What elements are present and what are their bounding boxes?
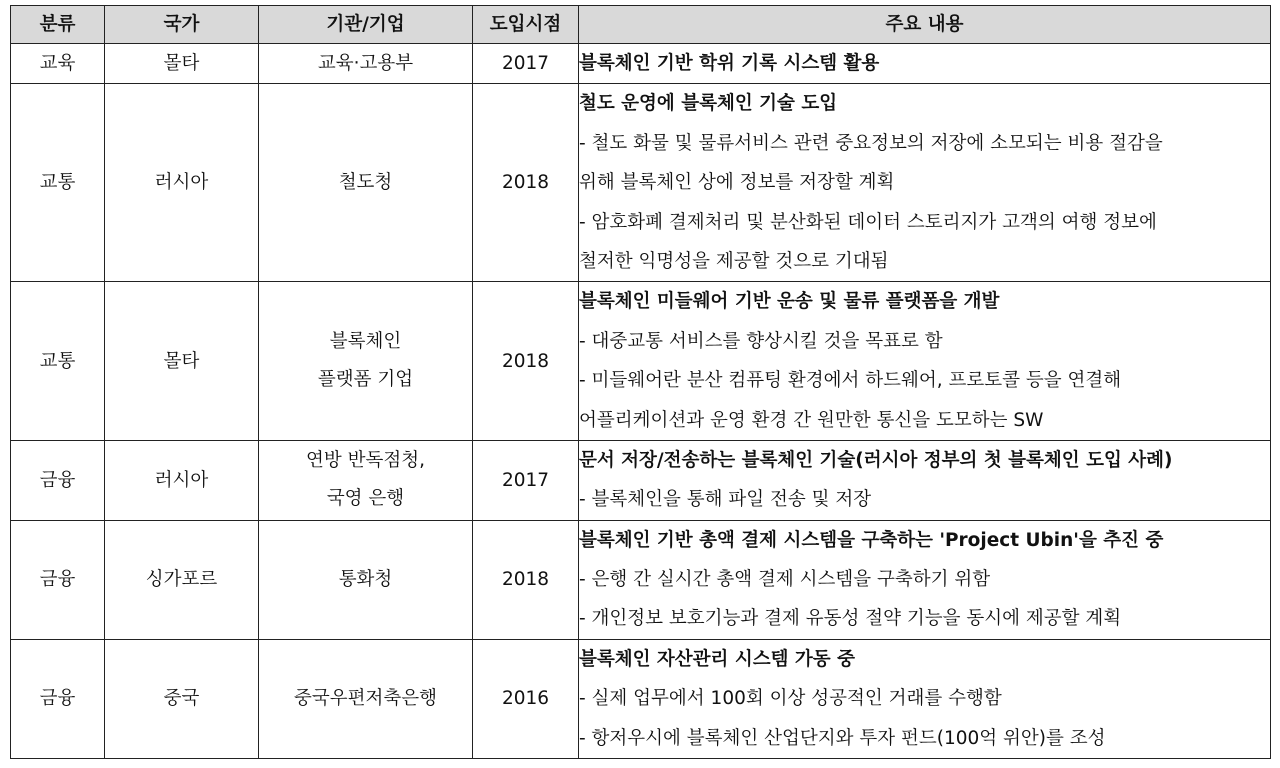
organization-line: 국영 은행: [326, 488, 405, 510]
country-cell: 몰타: [105, 44, 259, 84]
content-line: - 실제 업무에서 100회 이상 성공적인 거래를 수행함: [579, 688, 1002, 710]
table-row: [11, 520, 1271, 639]
table-row: [11, 84, 1271, 282]
year-cell: 2018: [473, 84, 579, 282]
header-organization: 기관/기업: [259, 6, 473, 44]
organization-line: 교육·고용부: [317, 53, 414, 75]
year-cell: 2016: [473, 639, 579, 758]
content-line: - 블록체인을 통해 파일 전송 및 저장: [579, 489, 872, 511]
organization-cell: [259, 520, 473, 639]
content-line: - 대중교통 서비스를 향상시킬 것을 목표로 함: [579, 330, 943, 352]
content-line: - 개인정보 보호기능과 결제 유동성 절약 기능을 동시에 제공할 계획: [579, 608, 1122, 630]
main-content-cell: [579, 639, 1271, 758]
country-cell: 중국: [105, 639, 259, 758]
category-cell: 금융: [11, 440, 105, 520]
content-title: 블록체인 기반 총액 결제 시스템을 구축하는 'Project Ubin'을 추진 중: [579, 529, 1164, 551]
content-title: 철도 운영에 블록체인 기술 도입: [579, 93, 838, 115]
content-line: 어플리케이션과 운영 환경 간 원만한 통신을 도모하는 SW: [579, 409, 1044, 431]
country-cell: 러시아: [105, 84, 259, 282]
content-line: - 항저우시에 블록체인 산업단지와 투자 펀드(100억 위안)를 조성: [579, 727, 1106, 749]
year-cell: 2017: [473, 440, 579, 520]
main-content-cell: [579, 84, 1271, 282]
year-cell: 2017: [473, 44, 579, 84]
organization-line: 철도청: [338, 172, 393, 194]
organization-line: 중국우편저축은행: [294, 688, 437, 710]
table-row: [11, 440, 1271, 520]
table-row: [11, 44, 1271, 84]
content-title: 블록체인 기반 학위 기록 시스템 활용: [579, 53, 880, 74]
main-content-cell: [579, 520, 1271, 639]
organization-cell: [259, 440, 473, 520]
organization-line: 블록체인: [329, 331, 402, 353]
header-category: 분류: [11, 6, 105, 44]
content-title: 문서 저장/전송하는 블록체인 기술(러시아 정부의 첫 블록체인 도입 사례): [579, 449, 1173, 471]
category-cell: 금융: [11, 639, 105, 758]
year-cell: 2018: [473, 520, 579, 639]
organization-cell: [259, 84, 473, 282]
table-row: [11, 639, 1271, 758]
content-title: 블록체인 자산관리 시스템 가동 중: [579, 648, 855, 670]
table-header-row: [11, 6, 1271, 44]
category-cell: 금융: [11, 520, 105, 639]
table-row: [11, 282, 1271, 441]
content-line: 위해 블록체인 상에 정보를 저장할 계획: [579, 172, 895, 194]
content-line: - 미들웨어란 분산 컴퓨팅 환경에서 하드웨어, 프로토콜 등을 연결해: [579, 370, 1122, 392]
category-cell: 교통: [11, 282, 105, 441]
organization-line: 통화청: [338, 569, 393, 591]
main-content-cell: [579, 440, 1271, 520]
country-cell: 싱가포르: [105, 520, 259, 639]
header-year: 도입시점: [473, 6, 579, 44]
year-cell: 2018: [473, 282, 579, 441]
category-cell: 교육: [11, 44, 105, 84]
header-country: 국가: [105, 6, 259, 44]
organization-cell: [259, 639, 473, 758]
organization-line: 연방 반독점청,: [306, 450, 425, 472]
organization-line: 플랫폼 기업: [317, 369, 414, 391]
content-title: 블록체인 미들웨어 기반 운송 및 물류 플랫폼을 개발: [579, 291, 1000, 313]
organization-cell: [259, 282, 473, 441]
content-line: - 철도 화물 및 물류서비스 관련 중요정보의 저장에 소모되는 비용 절감을: [579, 132, 1163, 154]
blockchain-adoption-table: [10, 5, 1271, 759]
content-line: - 은행 간 실시간 총액 결제 시스템을 구축하기 위함: [579, 569, 991, 591]
country-cell: 몰타: [105, 282, 259, 441]
header-main-content: 주요 내용: [579, 6, 1271, 44]
organization-cell: [259, 44, 473, 84]
main-content-cell: [579, 282, 1271, 441]
content-line: 철저한 익명성을 제공할 것으로 기대됨: [579, 250, 889, 272]
main-content-cell: [579, 44, 1271, 84]
country-cell: 러시아: [105, 440, 259, 520]
category-cell: 교통: [11, 84, 105, 282]
content-line: - 암호화폐 결제처리 및 분산화된 데이터 스토리지가 고객의 여행 정보에: [579, 211, 1157, 233]
